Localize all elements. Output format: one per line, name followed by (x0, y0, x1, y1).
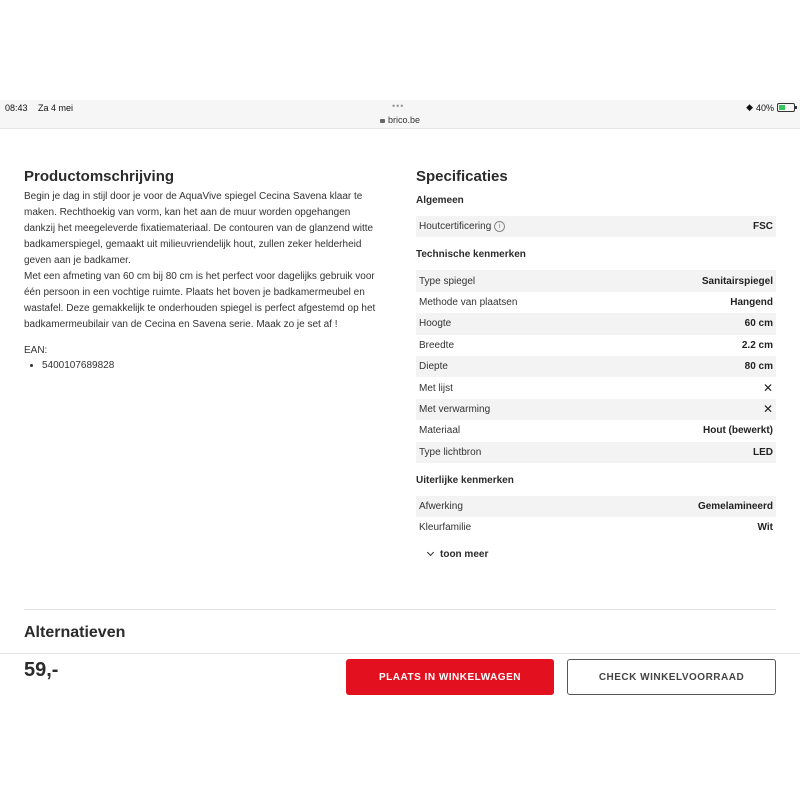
status-bar (0, 100, 800, 129)
product-price: 59,- (24, 659, 59, 681)
spec-row (416, 517, 776, 538)
spec-group-title: Technische kenmerken (416, 249, 526, 261)
specs-title: Specificaties (416, 168, 508, 185)
spec-groups (416, 195, 776, 539)
spec-group-title: Algemeen (416, 195, 464, 206)
spec-table (416, 270, 776, 463)
spec-label-text: Diepte (419, 361, 448, 373)
spec-value: Wit (757, 522, 773, 534)
spec-table (416, 496, 776, 539)
spec-row (416, 377, 776, 398)
spec-table (416, 216, 776, 237)
spec-label (419, 383, 453, 394)
chevron-down-icon (427, 549, 434, 556)
description-paragraph-1: Begin je dag in stijl door je voor de AquaVive spiegel Cecina Savena klaar te maken. Rechthoekig van vorm, kan het aan de muur worden opgehangen dankzij het meegeleverde fixatiemateriaal. De contouren van de glanzend witte badkamerspiegel, gemaakt uit milieuvriendelijk hout, zullen zeker helderheid geven aan je badkamer. (24, 191, 374, 266)
spec-label (419, 425, 460, 436)
spec-value: 2.2 cm (741, 339, 773, 351)
spec-label (419, 297, 517, 308)
spec-label-text: Houtcertificering (419, 221, 492, 233)
spec-row (416, 420, 776, 441)
spec-label-text: Kleurfamilie (419, 522, 472, 534)
battery-percent: 40% (755, 102, 774, 113)
spec-label-text: Methode van plaatsen (419, 296, 518, 308)
battery-icon (777, 103, 795, 112)
spec-value: 80 cm (744, 361, 773, 373)
address-bar[interactable] (0, 115, 800, 125)
cross-icon: ✕ (762, 381, 773, 396)
alternatives-title: Alternatieven (24, 624, 126, 641)
spec-label (419, 340, 454, 351)
description-title: Productomschrijving (24, 168, 175, 185)
spec-label-text: Breedte (419, 339, 455, 351)
description-text (24, 189, 384, 333)
ean-value: • 5400107689828 (42, 358, 384, 374)
spec-value: Gemelamineerd (697, 501, 773, 513)
ean-list (24, 358, 384, 374)
spec-label-text: Type lichtbron (419, 446, 482, 458)
more-dots-icon[interactable]: ••• (392, 101, 405, 111)
lock-icon (380, 119, 385, 123)
specifications (416, 168, 776, 560)
spec-label-text: Met verwarming (419, 403, 491, 415)
spec-row (416, 292, 776, 313)
show-more-button[interactable] (428, 549, 776, 560)
ean-label: EAN: (24, 345, 48, 356)
app-screen (0, 100, 800, 680)
spec-row (416, 216, 776, 237)
spec-value: 60 cm (744, 318, 773, 330)
spec-row (416, 399, 776, 420)
spec-label-text: Afwerking (419, 501, 463, 513)
spec-row (416, 356, 776, 377)
spec-row (416, 313, 776, 334)
spec-group-title: Uiterlijke kenmerken (416, 474, 514, 486)
spec-row (416, 335, 776, 356)
status-date: Za 4 mei (38, 103, 74, 113)
spec-value: Hangend (730, 296, 773, 308)
spec-value: LED (753, 446, 773, 458)
spec-label-text: Hoogte (419, 318, 452, 330)
spec-value: Sanitairspiegel (701, 275, 773, 287)
url-text: brico.be (387, 115, 421, 125)
spec-label (419, 276, 475, 287)
status-left (5, 103, 73, 113)
spec-row (416, 496, 776, 517)
spec-label (419, 361, 448, 372)
spec-row (416, 442, 776, 463)
check-stock-button[interactable]: CHECK WINKELVOORRAAD (567, 659, 776, 695)
spec-label (419, 447, 481, 458)
spec-label (419, 404, 490, 415)
spec-label (419, 221, 505, 232)
spec-row (416, 270, 776, 291)
status-time: 08:43 (5, 103, 28, 113)
cross-icon: ✕ (762, 402, 773, 417)
spec-label (419, 501, 463, 512)
spec-value: FSC (753, 221, 773, 233)
spec-label-text: Materiaal (419, 425, 461, 437)
spec-label (419, 522, 471, 533)
show-more-label: toon meer (440, 548, 489, 560)
spec-label-text: Type spiegel (419, 275, 476, 287)
add-to-cart-button[interactable]: PLAATS IN WINKELWAGEN (346, 659, 554, 695)
section-divider (24, 609, 776, 610)
product-description (24, 168, 384, 374)
spec-label (419, 318, 451, 329)
status-right (746, 102, 795, 113)
wifi-icon: ◆ (746, 102, 753, 112)
spec-label-text: Met lijst (419, 382, 453, 394)
description-paragraph-2: Met een afmeting van 60 cm bij 80 cm is het perfect voor dagelijks gebruik voor één persoon in een vochtige ruimte. Plaats het boven je badkamermeubel en wastafel. Deze gemakkelijk te onderhouden spiegel is perfect afgestemd op het badkamermeubilair van de Cecina en Savena serie. Maak zo je set af ! (24, 271, 376, 330)
info-icon[interactable]: i (494, 221, 505, 232)
spec-value: Hout (bewerkt) (703, 425, 773, 437)
